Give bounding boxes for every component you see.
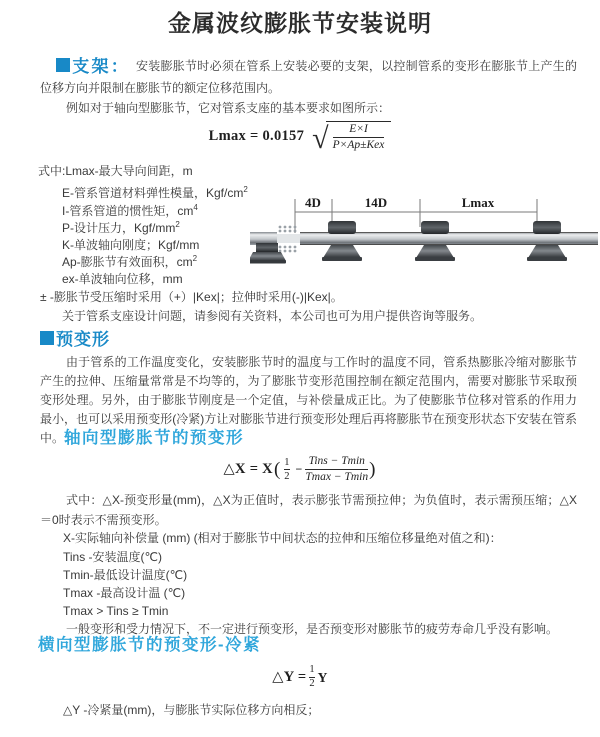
consult-line: 关于管系支座设计问题，请参阅有关资料，本公司也可为用户提供咨询等服务。 (62, 309, 483, 323)
blue-square-icon (40, 331, 54, 345)
axial-predeform-formula (0, 455, 600, 485)
fraction-numerator: E×I (349, 123, 368, 135)
cold-tighten-note-line: △Y -冷紧量(mm)，与膨胀节实际位移方向相反； (63, 703, 320, 717)
one-half-fraction: $\frac{1}{2}$ (309, 664, 315, 690)
variable-line-ap: Ap-膨胀节有效面积，$cm^2$ (62, 254, 198, 269)
lateral-predeform-formula (0, 664, 600, 690)
predeform-note-line: 一般变形和受力情况下，不一定进行预变形，是否预变形对膨胀节的疲劳寿命几乎没有影响。 (66, 622, 559, 636)
support-example-line: 例如对于轴向型膨胀节，它对管系支座的基本要求如图所示： (66, 101, 391, 115)
lateral-predeform-heading: 横向型膨胀节的预变形-冷紧 (38, 636, 261, 654)
support-intro-paragraph (40, 56, 577, 99)
tins-definition-line: Tins -安装温度(℃) (63, 550, 163, 564)
predeform-paragraph: 由于管系的工作温度变化，安装膨胀节时的温度与工作时的温度不同，管系热膨胀冷缩对膨胀节产生的拉伸、压缩量常常是不均等的，为了膨胀节变形范围控制在额定范围内，需要对膨胀节采取预变形处理。另外，由于膨胀节刚度是一个定值，与补偿量成正比。为了使膨胀节位移对管系的作用力最小，也可以采用预变形(冷紧)方让对膨胀节进行预变形处理后再将膨胀节在预变形状态下安装在管系中。 (40, 355, 577, 445)
page-title: 金属波纹膨胀节安装说明 (168, 10, 432, 36)
minus-sign: − (295, 462, 303, 477)
dimension-label-4d: 4D (305, 195, 321, 210)
support-section-heading: 支架： (72, 57, 131, 76)
predeform-section-heading: 预变形 (40, 330, 116, 349)
lmax-formula (0, 121, 600, 156)
formula-rhs: Y (317, 669, 328, 685)
radical-sign-icon: √ (312, 122, 329, 156)
one-half-fraction: $\frac{1}{2}$ (284, 456, 290, 482)
support-spacing-diagram (250, 189, 598, 289)
close-paren: ) (369, 459, 376, 481)
open-paren: ( (273, 459, 281, 481)
variable-line-e: E-管系管道材料弹性模量，Kgf/$cm^2$ (62, 185, 248, 200)
support-intro-text: 安装膨胀节时必须在管系上安装必要的支架，以控制管系的变形在膨胀节上产生的位移方向并限制在膨胀节的额定位移范围内。 (40, 59, 577, 95)
plus-minus-rule-line: ± -膨胀节受压缩时采用（+）|Kex|；拉伸时采用(-)|Kex|。 (40, 290, 343, 304)
variable-line-ex: ex-单波轴向位移，mm (62, 272, 183, 286)
tmin-definition-line: Tmin-最低设计温度(℃) (63, 568, 188, 582)
formula-fraction (326, 121, 392, 153)
axial-formula-explain: 式中：△X-预变形量(mm)，△X为正值时，表示膨张节需预拉伸；为负值时，表示需预压缩；△X＝0时表示不需预变形。 (40, 493, 577, 527)
formula-lhs: △X = X (223, 461, 273, 478)
dimension-label-lmax: Lmax (461, 195, 495, 210)
temperature-fraction: Tins − Tmin Tmax − Tmin (305, 455, 369, 483)
formula-lhs: △Y = (272, 668, 307, 685)
variable-intro-line: 式中:Lmax-最大导向间距，m (38, 164, 193, 178)
axial-predeform-heading: 轴向型膨胀节的预变形 (64, 429, 244, 447)
formula-lhs: Lmax = 0.0157 (208, 128, 305, 145)
variable-line-p: P-设计压力，Kgf/$mm^2$ (62, 220, 180, 235)
tmax-definition-line: Tmax -最高设计温 (℃) (63, 586, 186, 600)
variable-line-k: K-单波轴向刚度；Kgf/mm (62, 238, 200, 252)
dimension-label-14d: 14D (364, 195, 388, 210)
fraction-denominator: P×Ap±Kex (332, 138, 385, 151)
x-definition-line: X-实际轴向补偿量 (mm) (相对于膨胀节中间状态的拉伸和压缩位移量绝对值之和)： (63, 531, 502, 545)
variable-line-i: I-管系管道的惯性矩，$cm^4$ (62, 203, 198, 218)
temperature-relation-line: Tmax > Tins ≥ Tmin (63, 604, 169, 618)
blue-square-icon (56, 58, 70, 72)
